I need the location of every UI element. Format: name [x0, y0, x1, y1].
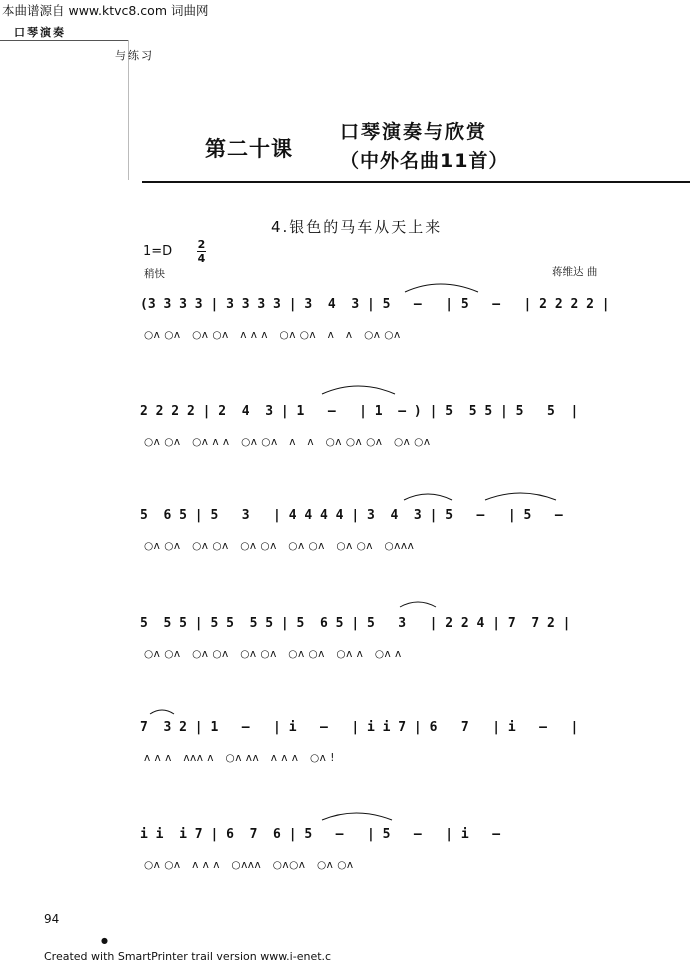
footer-text: Created with SmartPrinter trail version www.i-enet.c: [44, 950, 332, 963]
chapter-title: 口琴演奏与欣赏: [340, 121, 488, 143]
breath-marks: ○ʌ ○ʌ ○ʌ ○ʌ ʌ ʌ ʌ ○ʌ ○ʌ ʌ ʌ ○ʌ ○ʌ: [144, 329, 401, 341]
lesson-label: 第二十课: [205, 137, 293, 161]
song-title: 4.银色的马车从天上来: [271, 218, 443, 236]
breath-marks: ○ʌ ○ʌ ○ʌ ʌ ʌ ○ʌ ○ʌ ʌ ʌ ○ʌ ○ʌ ○ʌ ○ʌ ○ʌ: [144, 436, 431, 448]
breath-marks: ○ʌ ○ʌ ○ʌ ○ʌ ○ʌ ○ʌ ○ʌ ○ʌ ○ʌ ○ʌ ○ʌʌʌ: [144, 540, 415, 552]
slur-mark: [150, 710, 174, 714]
melody-notation: 5 6 5 | 5 3 | 4 4 4 4 | 3 4 3 | 5 – | 5 –: [140, 508, 579, 523]
chapter-subtitle: （中外名曲11首）: [340, 150, 509, 172]
time-signature-top: 2: [197, 238, 206, 251]
breath-marks: ○ʌ ○ʌ ʌ ʌ ʌ ○ʌʌʌ ○ʌ○ʌ ○ʌ ○ʌ: [144, 859, 354, 871]
melody-notation: 7 3 2 | 1 – | i – | i i 7 | 6 7 | i – |: [140, 720, 579, 735]
breath-marks: ʌ ʌ ʌ ʌʌʌ ʌ ○ʌ ʌʌ ʌ ʌ ʌ ○ʌ !: [144, 752, 335, 764]
melody-notation: i i i 7 | 6 7 6 | 5 – | 5 – | i –: [140, 827, 501, 842]
melody-notation: (3 3 3 3 | 3 3 3 3 | 3 4 3 | 5 – | 5 – | 2 2 2 2 |: [140, 297, 610, 312]
composer-credit: 蒋维达 曲: [552, 266, 598, 278]
breath-marks: ○ʌ ○ʌ ○ʌ ○ʌ ○ʌ ○ʌ ○ʌ ○ʌ ○ʌ ʌ ○ʌ ʌ: [144, 648, 402, 660]
page-number: 94: [44, 912, 60, 926]
footer-dot: ●: [101, 936, 108, 945]
slur-mark: [485, 493, 556, 500]
tempo-marking: 稍快: [144, 268, 165, 280]
melody-notation: 5 5 5 | 5 5 5 5 | 5 6 5 | 5 3 | 2 2 4 | 7 7 2 |: [140, 616, 571, 631]
book-subtitle: 与练习: [115, 49, 154, 62]
key-signature: 1=D: [143, 244, 173, 259]
slur-mark: [400, 602, 436, 607]
slur-mark: [404, 494, 452, 500]
melody-notation: 2 2 2 2 | 2 4 3 | 1 – | 1 – ) | 5 5 5 | 5 5 |: [140, 404, 579, 419]
slur-mark: [322, 813, 392, 820]
slur-mark: [322, 386, 395, 394]
time-signature-bottom: 4: [197, 252, 206, 265]
slur-mark: [405, 284, 478, 292]
watermark-text: 本曲谱源自 www.ktvc8.com 词曲网: [2, 3, 209, 18]
book-title: 口琴演奏: [14, 26, 66, 39]
